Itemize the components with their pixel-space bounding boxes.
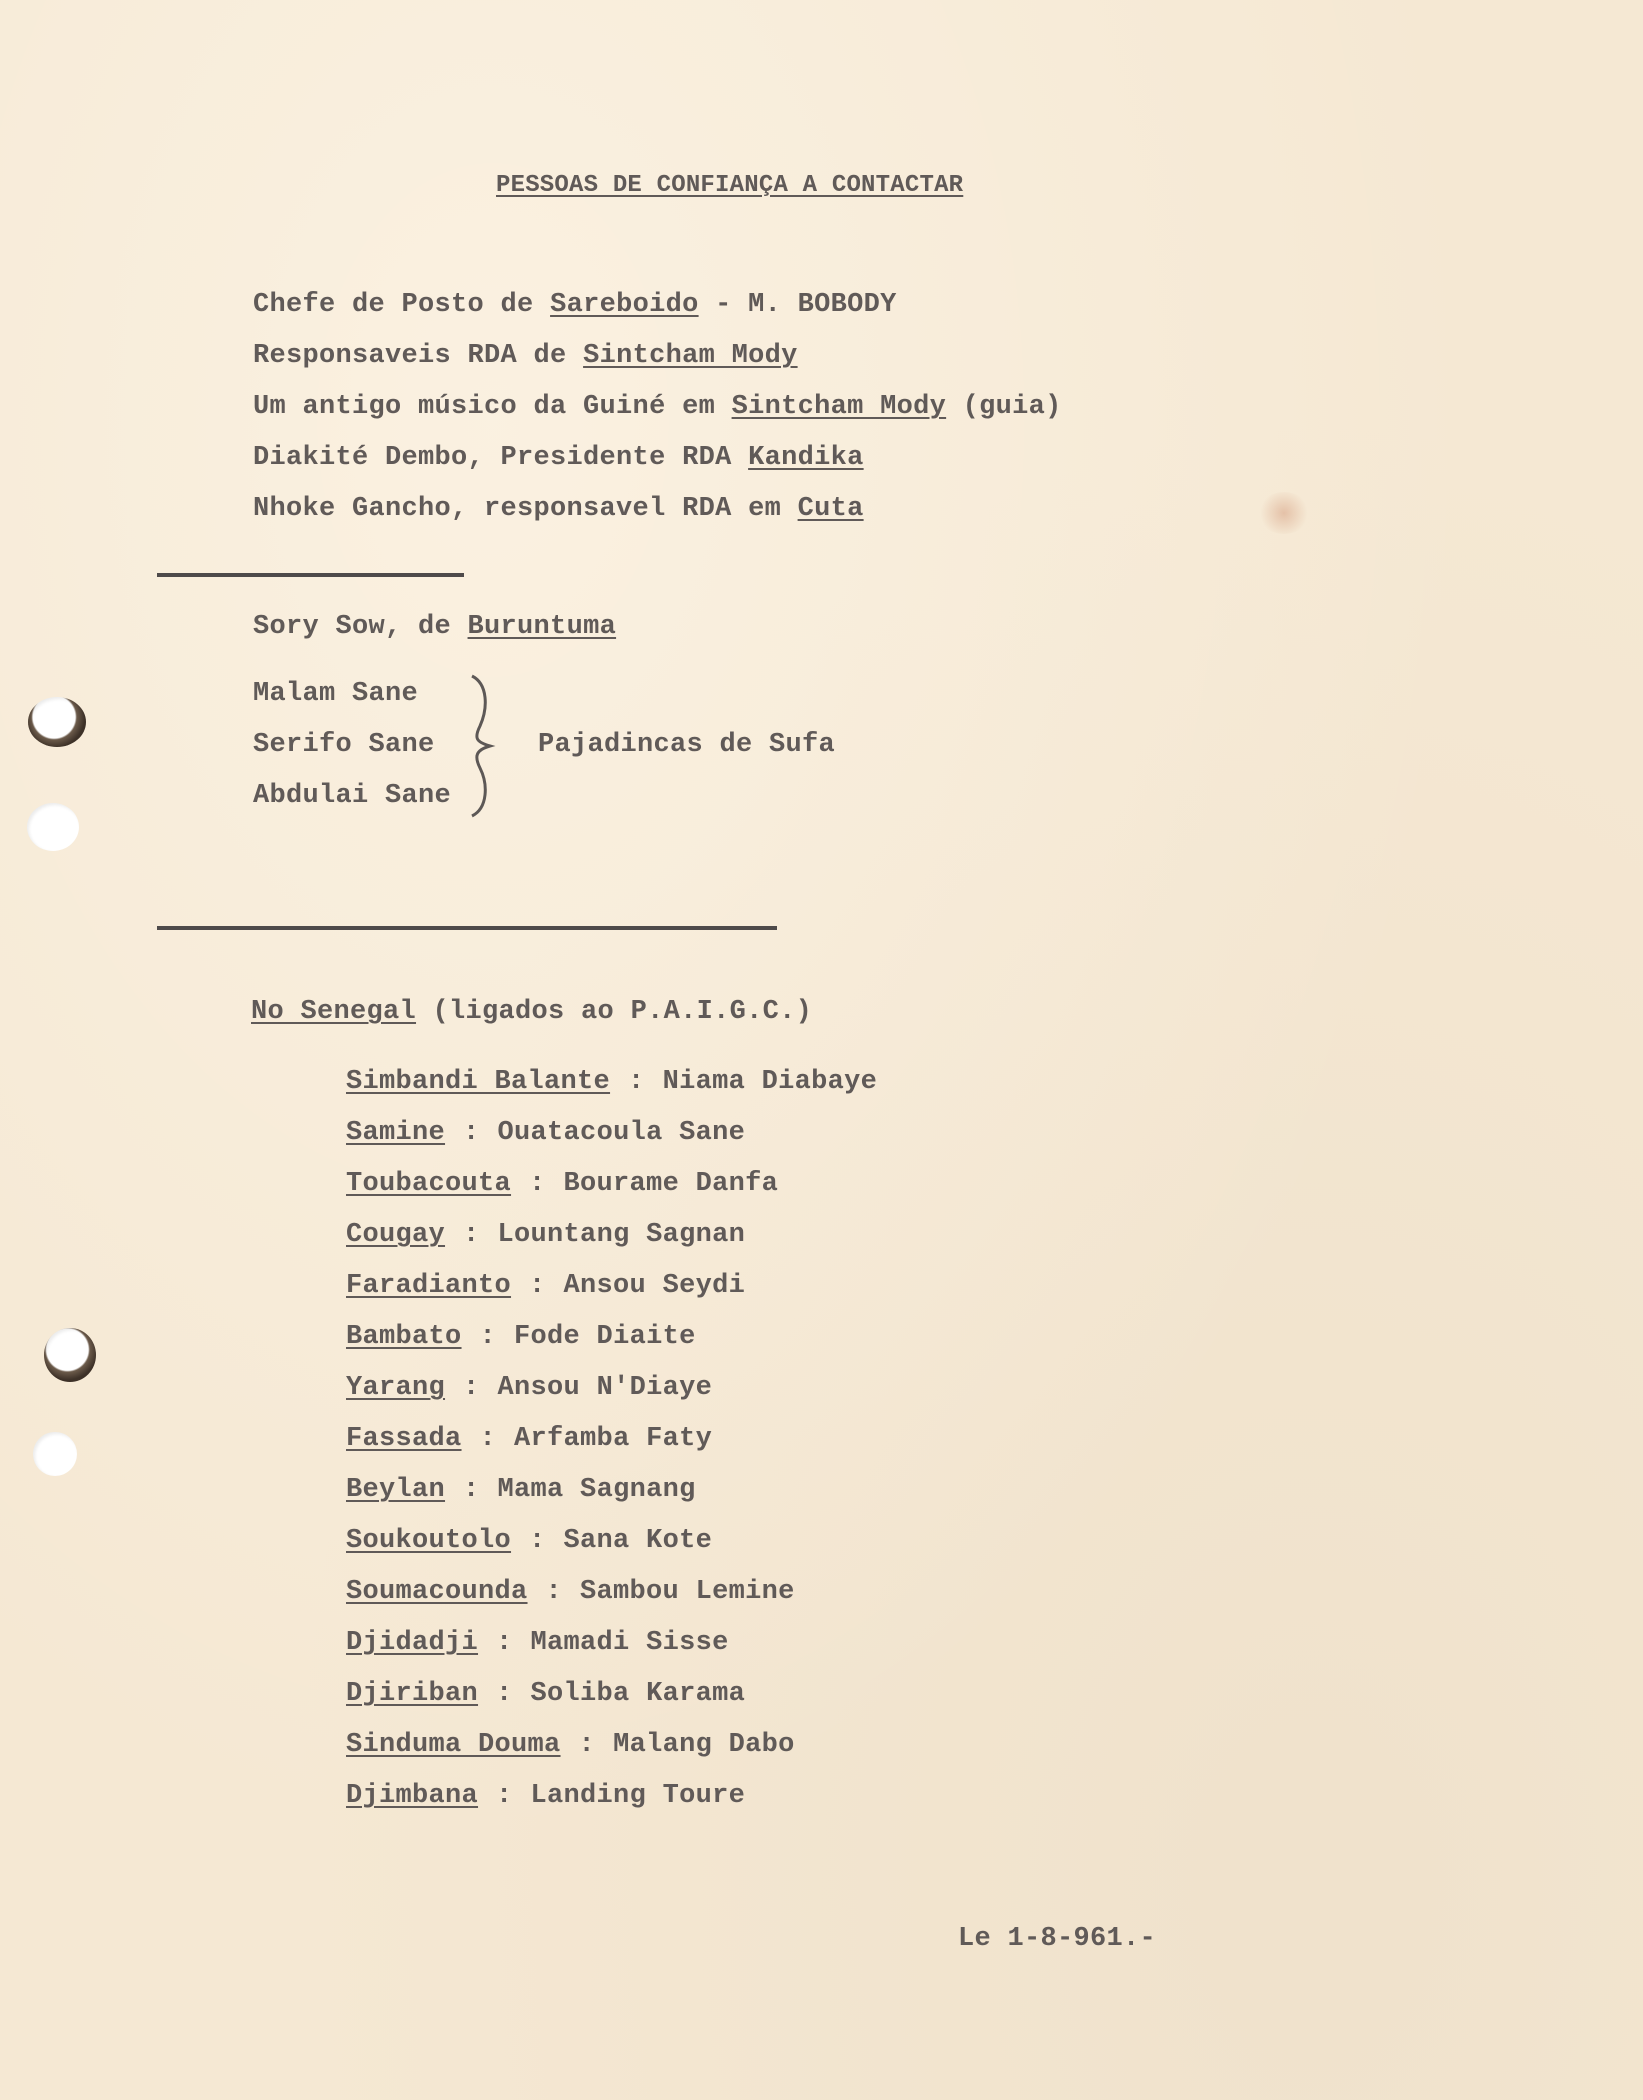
- entry-person: Lountang Sagnan: [497, 1220, 746, 1250]
- entry-row: [346, 1220, 745, 1250]
- punch-hole-3: [44, 1328, 96, 1382]
- entry-place: Djidadji: [346, 1628, 479, 1658]
- contact-text: Um antigo músico da Guiné em: [253, 392, 732, 422]
- entry-row: [346, 1577, 795, 1607]
- entry-place: Soukoutolo: [346, 1526, 512, 1556]
- entry-separator: :: [545, 1577, 563, 1607]
- entry-separator: :: [496, 1679, 513, 1709]
- entry-row: [346, 1424, 712, 1454]
- group-name: Abdulai Sane: [253, 781, 452, 811]
- contact-place: Sintcham Mody: [731, 392, 947, 422]
- group-name: Malam Sane: [253, 679, 419, 709]
- entry-person: Ansou N'Diaye: [497, 1373, 713, 1403]
- entry-place: Toubacouta: [346, 1169, 512, 1199]
- entry-row: [346, 1475, 696, 1505]
- contact-place: Sintcham Mody: [583, 341, 798, 371]
- contact-text: Responsaveis RDA de: [253, 341, 584, 371]
- divider-long: [157, 926, 777, 930]
- entry-person: Sambou Lemine: [580, 1577, 795, 1607]
- heading-rest: (ligados ao P.A.I.G.C.): [416, 997, 813, 1027]
- contact-text: Chefe de Posto de: [253, 290, 551, 320]
- entry-person: Fode Diaite: [514, 1322, 696, 1352]
- contact-place: Buruntuma: [467, 612, 617, 642]
- entry-place: Bambato: [346, 1322, 462, 1352]
- entry-separator: :: [463, 1373, 480, 1403]
- divider-short: [157, 573, 464, 577]
- contact-line: [253, 290, 897, 320]
- punch-hole-2: [27, 803, 79, 851]
- heading-underlined: No Senegal: [251, 997, 417, 1027]
- entry-row: [346, 1526, 712, 1556]
- entry-row: [346, 1169, 778, 1199]
- entry-separator: :: [529, 1271, 546, 1301]
- entry-row: [346, 1271, 745, 1301]
- entry-place: Yarang: [346, 1373, 446, 1403]
- entry-person: Arfamba Faty: [514, 1424, 713, 1454]
- stain-spot: [1258, 492, 1310, 534]
- entry-person: Malang Dabo: [613, 1730, 795, 1760]
- entry-place: Beylan: [346, 1475, 446, 1505]
- entry-person: Ouatacoula Sane: [497, 1118, 746, 1148]
- contact-text: Sory Sow, de: [253, 612, 468, 642]
- page-title: PESSOAS DE CONFIANÇA A CONTACTAR: [496, 172, 964, 199]
- entry-separator: :: [529, 1169, 546, 1199]
- group-label: Pajadincas de Sufa: [538, 730, 836, 760]
- entry-place: Sinduma Douma: [346, 1730, 561, 1760]
- entry-place: Djimbana: [346, 1781, 479, 1811]
- entry-row: [346, 1730, 795, 1760]
- contact-text-end: - M. BOBODY: [698, 290, 897, 320]
- section-heading: [251, 997, 812, 1027]
- entry-separator: :: [463, 1118, 480, 1148]
- entry-person: Ansou Seydi: [563, 1271, 746, 1301]
- entry-place: Faradianto: [346, 1271, 512, 1301]
- punch-hole-1: [28, 697, 86, 747]
- entry-separator: :: [578, 1730, 596, 1760]
- entry-place: Fassada: [346, 1424, 462, 1454]
- document-date: Le 1-8-961.-: [958, 1924, 1157, 1954]
- contact-line: [253, 341, 798, 371]
- group-brace: [466, 672, 500, 820]
- entry-row: [346, 1118, 745, 1148]
- entry-place: Soumacounda: [346, 1577, 528, 1607]
- entry-separator: :: [496, 1628, 513, 1658]
- entry-separator: :: [463, 1475, 480, 1505]
- entry-place: Samine: [346, 1118, 446, 1148]
- entry-row: [346, 1067, 877, 1097]
- entry-place: Cougay: [346, 1220, 446, 1250]
- punch-hole-4: [33, 1432, 77, 1476]
- entry-person: Niama Diabaye: [662, 1067, 878, 1097]
- entry-row: [346, 1322, 696, 1352]
- entry-person: Bourame Danfa: [563, 1169, 779, 1199]
- contact-line: [253, 443, 864, 473]
- entry-separator: :: [463, 1220, 480, 1250]
- entry-separator: :: [479, 1424, 497, 1454]
- contact-text: Nhoke Gancho, responsavel RDA em: [253, 494, 798, 524]
- contact-text: Diakité Dembo, Presidente RDA: [253, 443, 749, 473]
- entry-person: Mamadi Sisse: [530, 1628, 729, 1658]
- contact-line: [253, 392, 1062, 422]
- entry-person: Landing Toure: [530, 1781, 746, 1811]
- contact-place: Sareboido: [550, 290, 699, 320]
- contact-text-end: (guia): [946, 392, 1062, 422]
- entry-separator: :: [496, 1781, 513, 1811]
- entry-place: Simbandi Balante: [346, 1067, 611, 1097]
- contact-line: [253, 494, 864, 524]
- entry-row: [346, 1628, 729, 1658]
- group-name: Serifo Sane: [253, 730, 435, 760]
- entry-place: Djiriban: [346, 1679, 479, 1709]
- entry-person: Soliba Karama: [530, 1679, 746, 1709]
- contact-place: Kandika: [748, 443, 864, 473]
- entry-separator: :: [479, 1322, 497, 1352]
- entry-separator: :: [529, 1526, 546, 1556]
- entry-separator: :: [628, 1067, 645, 1097]
- entry-row: [346, 1373, 712, 1403]
- entry-person: Sana Kote: [563, 1526, 713, 1556]
- entry-person: Mama Sagnang: [497, 1475, 696, 1505]
- entry-row: [346, 1679, 745, 1709]
- entry-row: [346, 1781, 745, 1811]
- contact-line: [253, 612, 616, 642]
- contact-place: Cuta: [797, 494, 864, 524]
